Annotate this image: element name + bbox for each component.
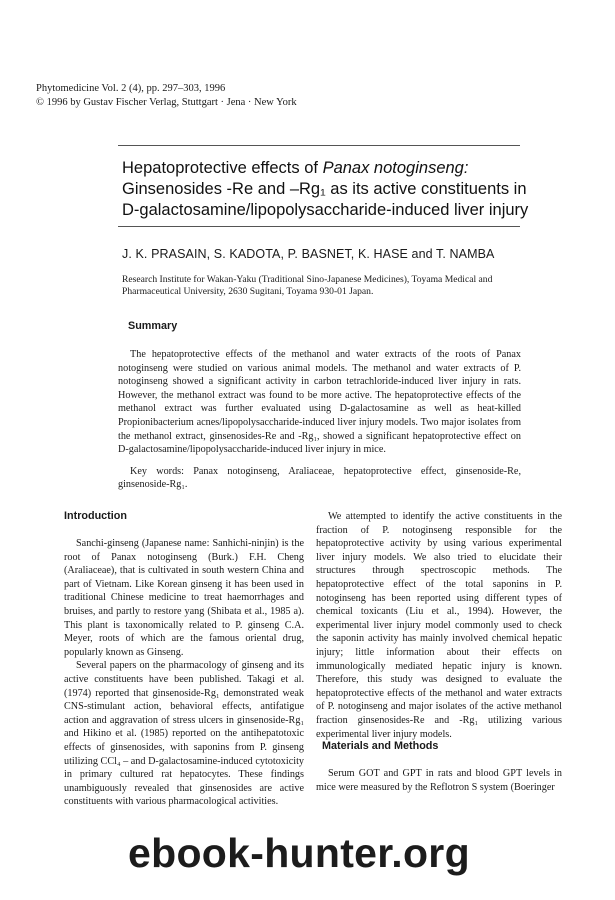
watermark-band	[0, 822, 615, 900]
methods-heading: Materials and Methods	[322, 740, 439, 752]
intro-paragraph-3: We attempted to identify the active constituents in the fraction of P. notoginseng responsible for the hepatoprotective activity by using various experimental liver injury models. We also tried to elucidate their structures through spectroscopic methods. The hepatoprotective effect of the total saponins in P. notoginseng has been reported using different types of chemical toxicants (Liu et al., 1994). However, the experimental liver injury model commonly used to check the saponin activity has mainly involved chemical hepatic injury; little information about their effects on immunologically mediated hepatic injury is known. Therefore, this study was designed to evaluate the hepatoprotective effects of the methanol and water extracts of P. notoginseng and major isolates of the active methanol fraction ginsenosides-Re and -Rg₁ utilizing various experimental liver injury models.	[316, 511, 562, 740]
journal-citation: Phytomedicine Vol. 2 (4), pp. 297–303, 1996	[36, 83, 226, 94]
summary-text: The hepatoprotective effects of the methanol and water extracts of the roots of Panax notoginseng were studied on various animal models. The methanol and water extracts of P. notoginseng showed a significant activity in carbon tetrachloride-induced liver injury in rats. However, the methanol extract was found to be more active. The hepatoprotective effects of the methanol extract was further evaluated using D-galactosamine as well as heat-killed Propionibacterium acnes/lipopolysaccharide-induced liver injury models. Two major isolates from the methanol extract, ginsenosides-Re and -Rg₁, showed a significant hepatoprotective effect on D-galactosamine/lipopolysaccharide-induced liver injury in mice.	[118, 349, 521, 456]
title-line-3: D-galactosamine/lipopolysaccharide-induced liver injury	[122, 201, 529, 219]
affiliation: Research Institute for Wakan-Yaku (Traditional Sino-Japanese Medicines), Toyama Medical and Pharmaceutical University, 2630 Sugitani, Toyama 930-01 Japan.	[122, 274, 493, 297]
article-title	[122, 158, 542, 221]
right-column	[316, 510, 562, 741]
keywords: Key words: Panax notoginseng, Araliaceae, hepatoprotective effect, ginsenoside-Re, ginsenoside-Rg₁.	[118, 465, 521, 491]
title-species-name: Panax notoginseng:	[322, 159, 469, 177]
methods-paragraph-1: Serum GOT and GPT in rats and blood GPT levels in mice were measured by the Reflotron S system (Boeringer	[316, 768, 562, 793]
title-top-rule	[118, 145, 520, 146]
watermark-text: ebook-hunter.org	[128, 830, 470, 876]
summary-heading: Summary	[128, 320, 178, 332]
left-column	[64, 537, 304, 809]
title-bottom-rule	[118, 226, 520, 227]
intro-paragraph-2: Several papers on the pharmacology of ginseng and its active constituents have been published. Takagi et al. (1974) reported that ginsenoside-Rg₁ demonstrated weak CNS-stimulant action, behavioral effects, antifatigue action and aggravation of stress ulcers in ginsenoside-Rg₁ and Hikino et al. (1985) reported on the antihepatotoxic effects of ginsenosides, with saponins from P. ginseng utilizing CCl₄ – and D-galactosamine-induced cytotoxicity in primary cultured rat hepatocytes. These findings unambiguously revealed that ginsenosides are active constituents with various pharmacological activities.	[64, 660, 304, 808]
methods-section	[316, 767, 562, 794]
introduction-heading: Introduction	[64, 510, 127, 522]
title-line-2: Ginsenosides -Re and –Rg₁ as its active constituents in	[122, 180, 527, 198]
intro-paragraph-1: Sanchi-ginseng (Japanese name: Sanhichi-ninjin) is the root of Panax notoginseng (Burk.) F.H. Cheng (Araliaceae), that is cultivated in south western China and part of Vietnam. Like Korean ginseng it has been used in traditional Chinese medicine to treat haemorrhages and bruises, and partly to restore yang (Shibata et al., 1985 a). This plant is taxonomically related to P. ginseng C.A. Meyer, roots of which are the famous oriental drug, popularly known as Ginseng.	[64, 538, 304, 658]
author-list: J. K. PRASAIN, S. KADOTA, P. BASNET, K. HASE and T. NAMBA	[122, 247, 495, 261]
title-line-1: Hepatoprotective effects of	[122, 159, 323, 177]
summary-section	[118, 348, 521, 492]
copyright-line: © 1996 by Gustav Fischer Verlag, Stuttgart · Jena · New York	[36, 97, 297, 108]
